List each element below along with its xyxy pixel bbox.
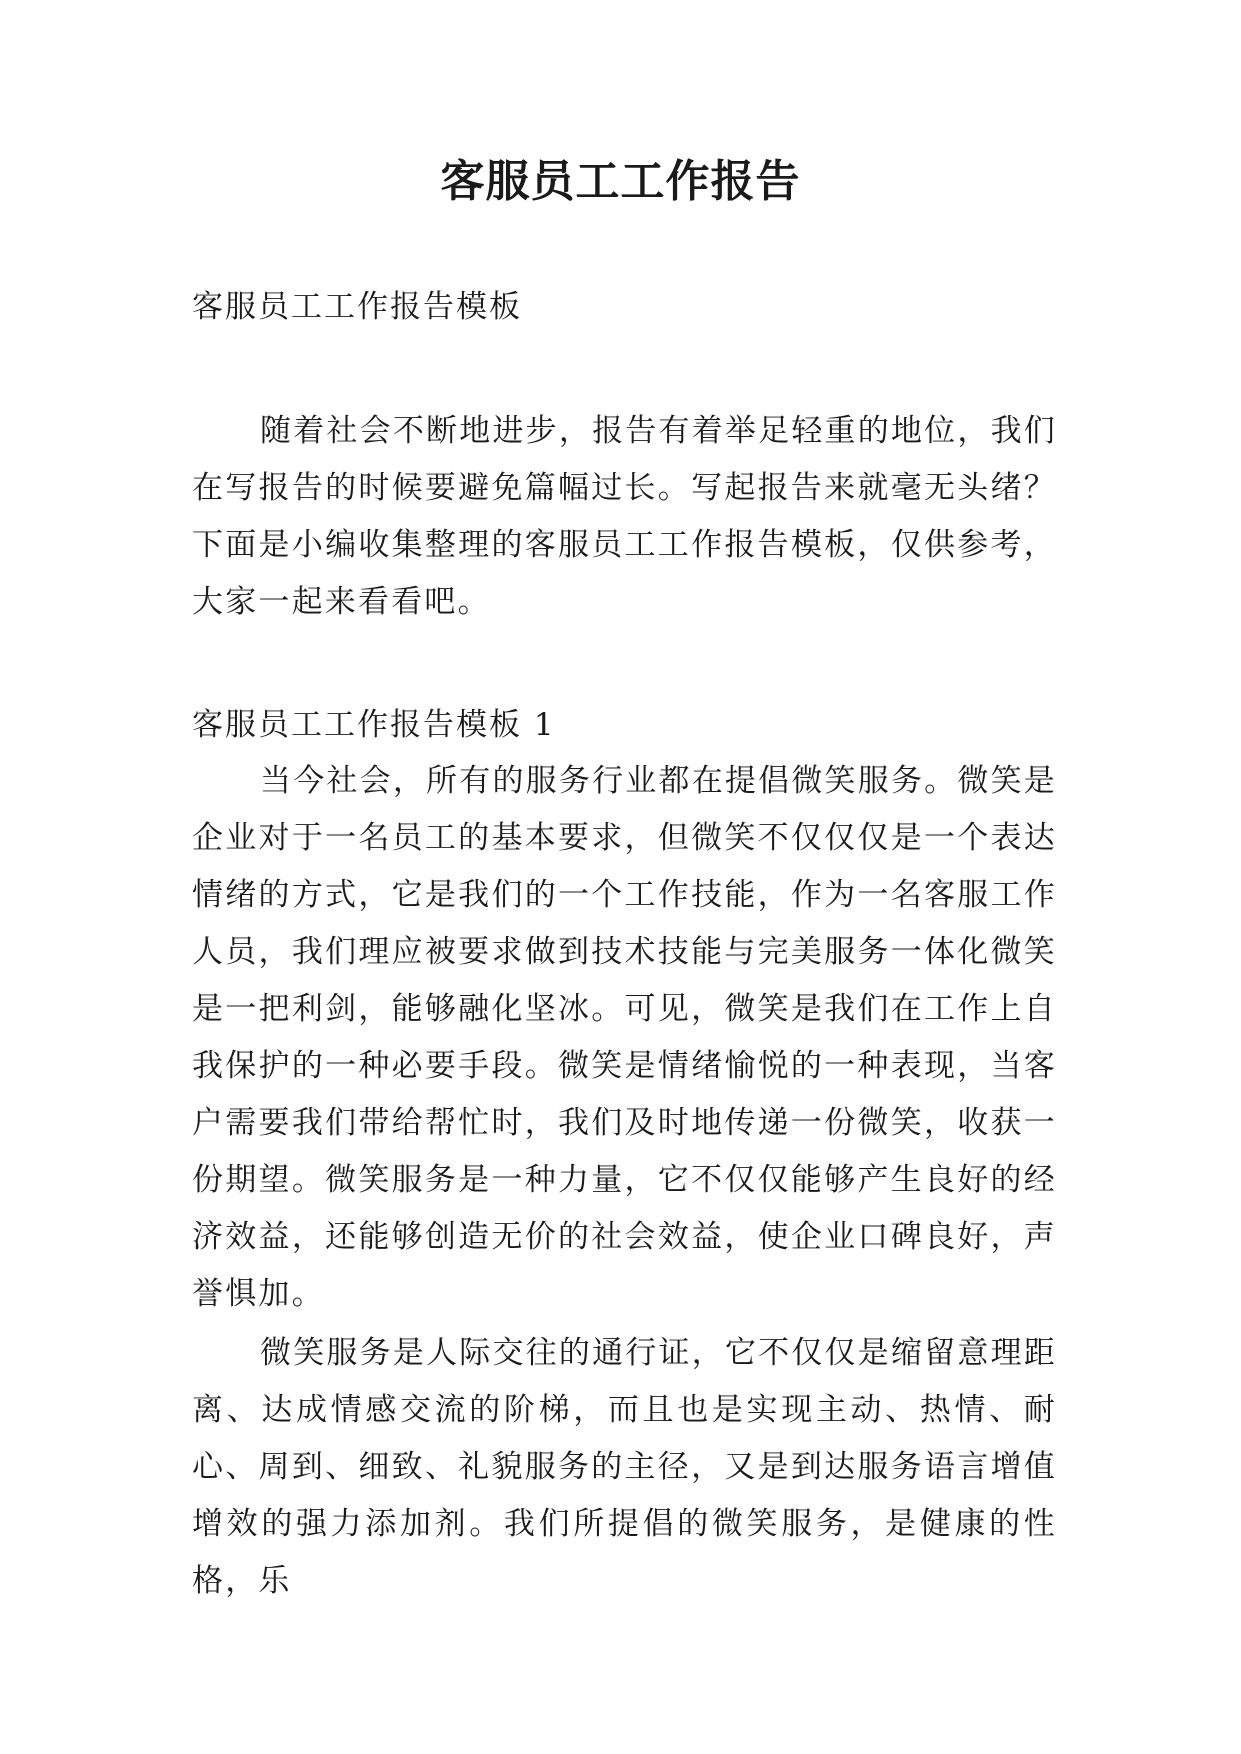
body-paragraph: 当今社会，所有的服务行业都在提倡微笑服务。微笑是企业对于一名员工的基本要求，但微笑不仅仅仅是一个表达情绪的方式，它是我们的一个工作技能，作为一名客服工作人员，我们理应被要求做到技术技能与完美服务一体化微笑是一把利剑，能够融化坚冰。可见，微笑是我们在工作上自我保护的一种必要手段。微笑是情绪愉悦的一种表现，当客户需要我们带给帮忙时，我们及时地传递一份微笑，收获一份期望。微笑服务是一种力量，它不仅仅能够产生良好的经济效益，还能够创造无价的社会效益，使企业口碑良好，声誉惧加。	[192, 763, 1057, 1312]
section-heading: 客服员工工作报告模板 1	[192, 707, 556, 743]
body-paragraph: 微笑服务是人际交往的通行证，它不仅仅是缩留意理距离、达成情感交流的阶梯，而且也是实现主动、热情、耐心、周到、细致、礼貌服务的主径，又是到达服务语言增值增效的强力添加剂。我们所提倡的微笑服务，是健康的性格，乐	[192, 1335, 1057, 1599]
document-subtitle: 客服员工工作报告模板	[192, 289, 522, 325]
document-title: 客服员工工作报告	[440, 156, 801, 207]
intro-paragraph: 随着社会不断地进步，报告有着举足轻重的地位，我们在写报告的时候要避免篇幅过长。写起报告来就毫无头绪？下面是小编收集整理的客服员工工作报告模板，仅供参考，大家一起来看看吧。	[192, 413, 1057, 620]
